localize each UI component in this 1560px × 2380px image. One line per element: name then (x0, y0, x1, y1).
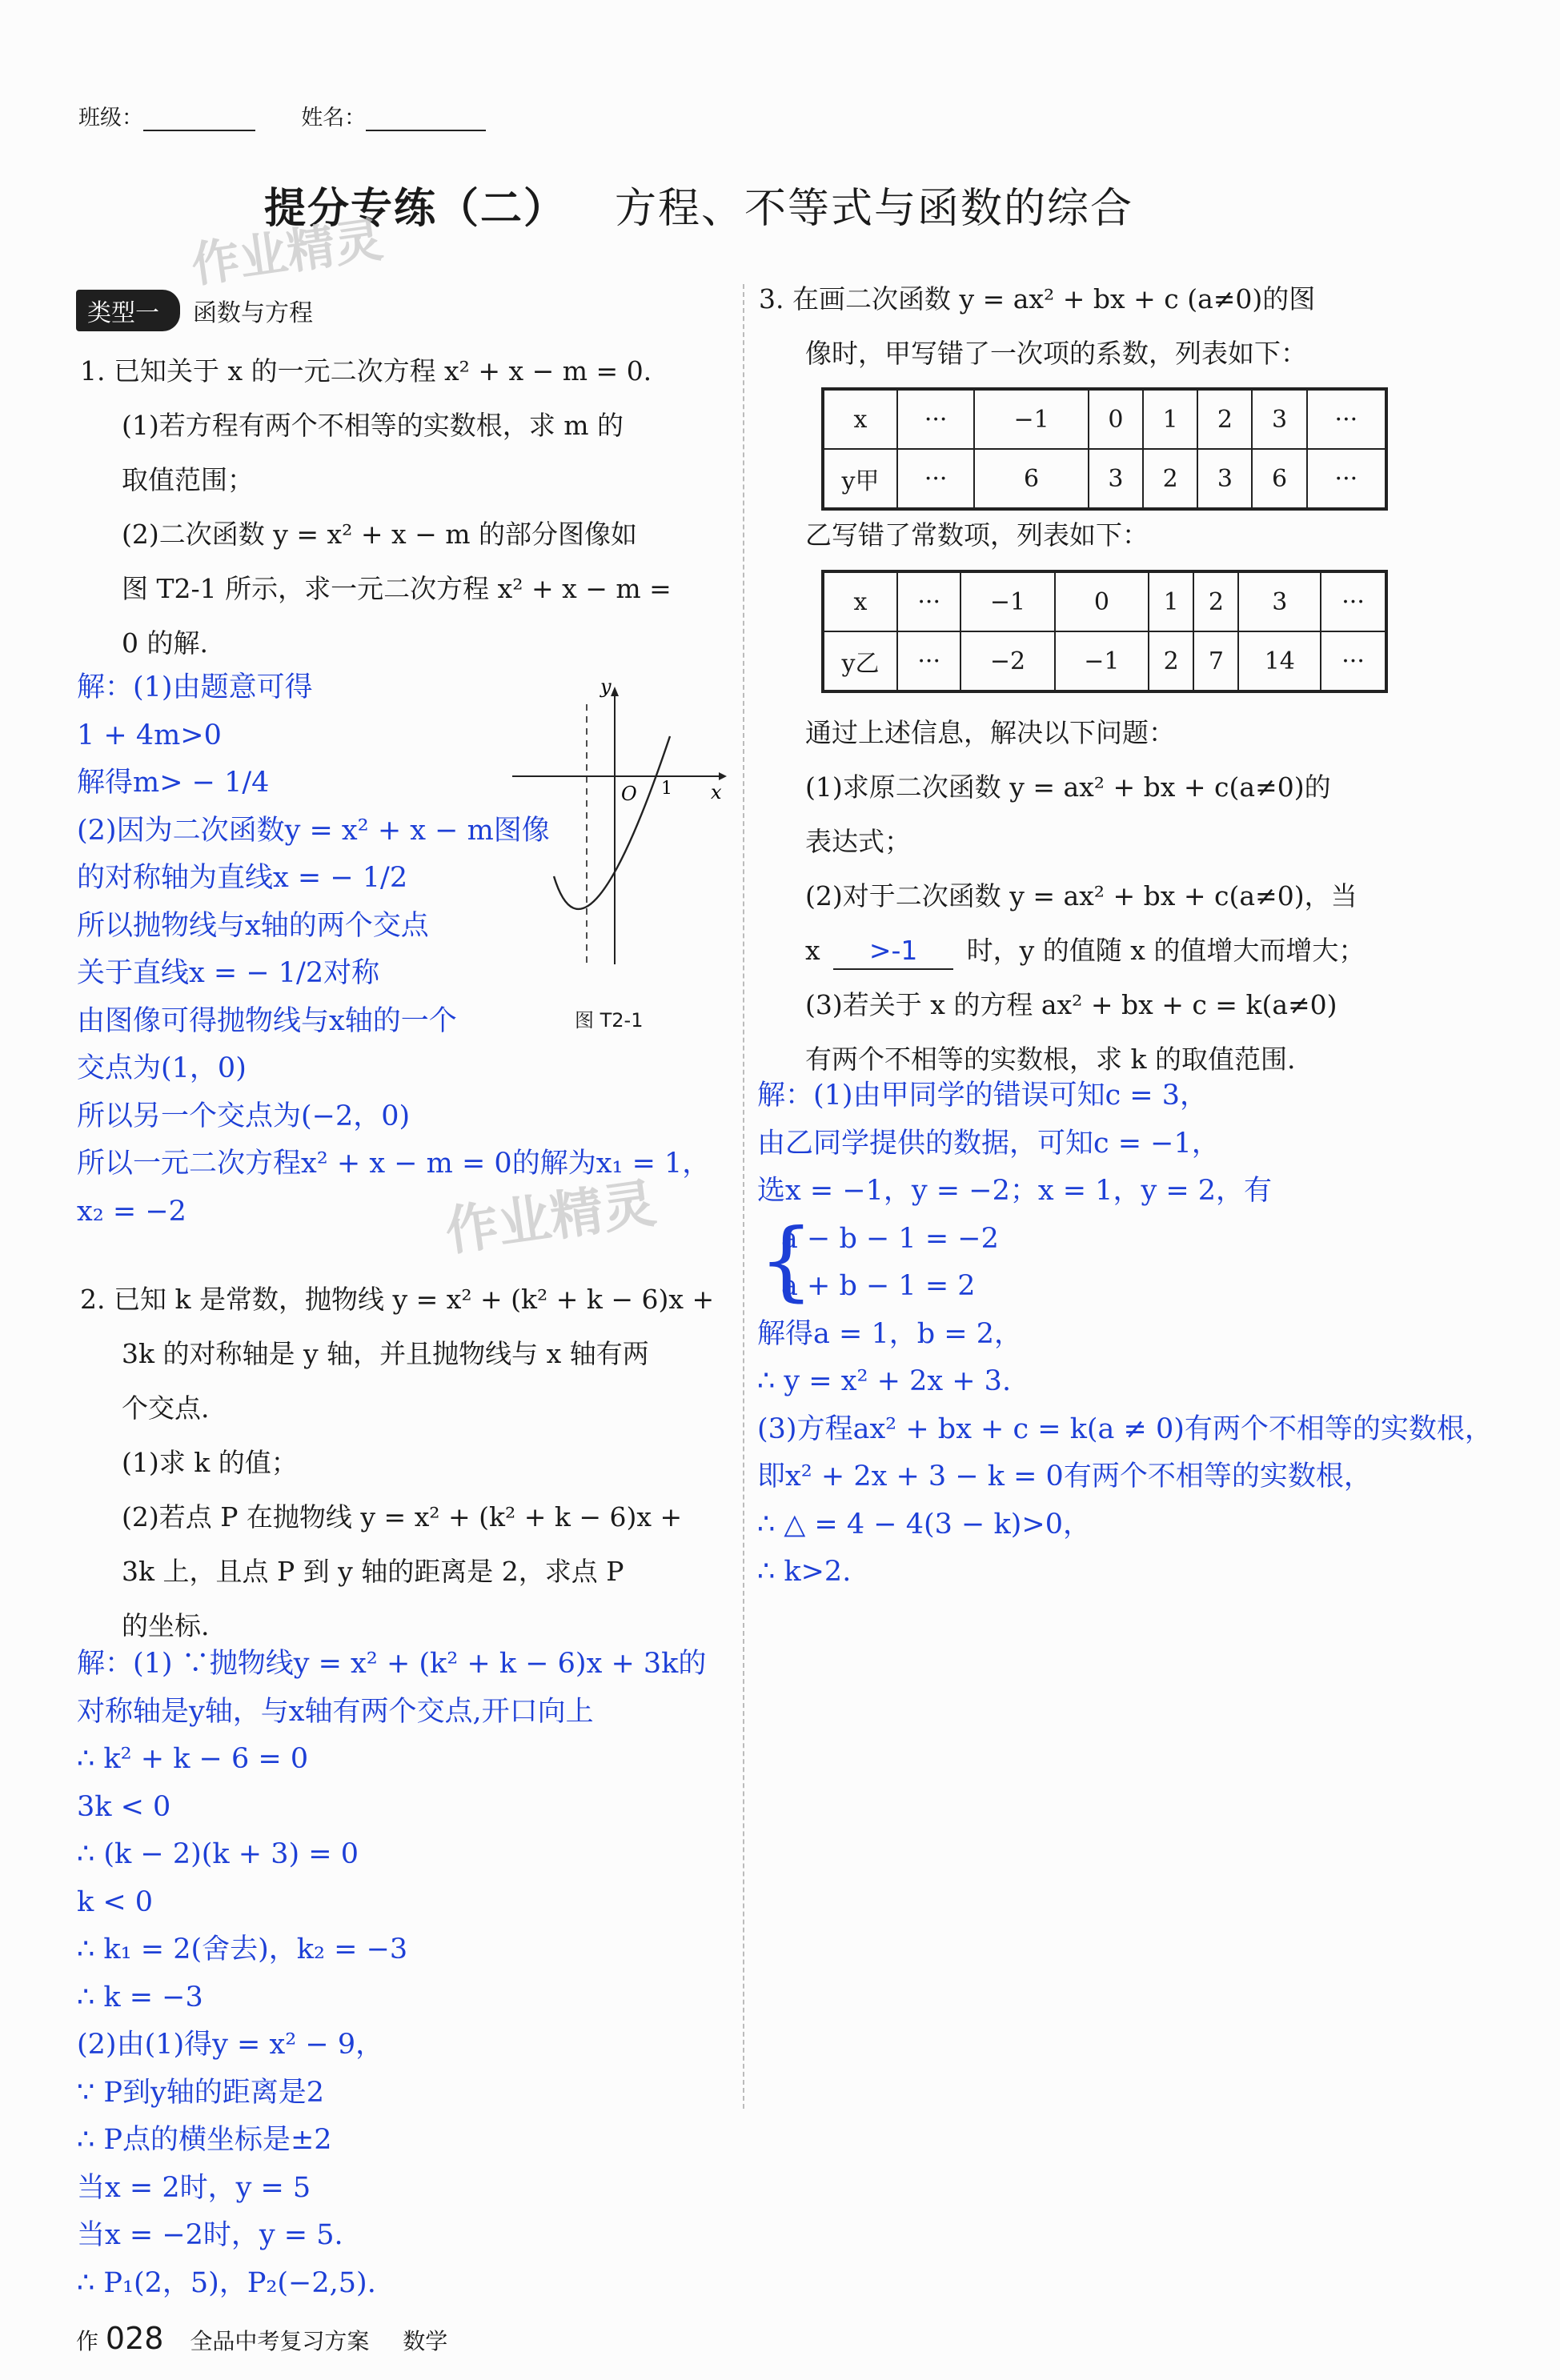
q3-answer-blank[interactable]: >-1 (833, 933, 953, 970)
table-cell: −2 (960, 631, 1054, 691)
q3-line-blank (805, 924, 1510, 978)
page-footer (76, 2321, 447, 2356)
answer-line: ∵ P到y轴的距离是2 (77, 2076, 324, 2109)
table-cell: 6 (974, 449, 1088, 509)
table-cell: y甲 (823, 449, 897, 509)
q3-answer (757, 1072, 1558, 1597)
answer-line: ∴ P点的横坐标是±2 (77, 2124, 332, 2156)
page-title (264, 174, 1133, 234)
q1-line: 取值范围； (122, 464, 254, 495)
y-label: y (600, 680, 612, 698)
table-cell: 1 (1143, 389, 1197, 449)
answer-line: ∴ k = −3 (77, 1981, 203, 2013)
q3-line: 有两个不相等的实数根，求 k 的取值范围. (805, 1044, 1296, 1075)
q3-line: 表达式； (805, 826, 911, 857)
name-blank[interactable] (366, 109, 486, 131)
section-header (76, 290, 313, 331)
q1-line: 1. 已知关于 x 的一元二次方程 x² + x − m = 0. (80, 355, 652, 387)
q1-answer (77, 664, 765, 1236)
answer-line: ∴ P₁(2，5)，P₂(−2,5). (77, 2266, 376, 2299)
q2-answer (77, 1641, 741, 2307)
answer-line: ∴ k₁ = 2(舍去)，k₂ = −3 (77, 1933, 408, 1965)
q3-between-text: 乙写错了常数项，列表如下： (805, 519, 1149, 551)
q3-line-end: 时，y 的值随 x 的值增大而增大； (966, 935, 1366, 966)
table-cell: 3 (1238, 571, 1321, 631)
answer-line: 选x = −1，y = −2；x = 1，y = 2，有 (757, 1175, 1273, 1207)
table-row (823, 449, 1386, 509)
answer-line: 由乙同学提供的数据，可知c = −1， (757, 1127, 1220, 1160)
answer-line: 的对称轴为直线x = − 1/2 (77, 862, 408, 894)
answer-line: a + b − 1 = 2 (781, 1270, 976, 1302)
footer-prefix: 作 (76, 2328, 99, 2354)
answer-line: (3)方程ax² + bx + c = k(a ≠ 0)有两个不相等的实数根， (757, 1412, 1493, 1445)
answer-line: k < 0 (77, 1885, 154, 1918)
answer-line: 对称轴是y轴，与x轴有两个交点,开口向上 (77, 1695, 594, 1728)
q2-line: (1)求 k 的值； (122, 1447, 298, 1478)
q2-line: 3k 上，且点 P 到 y 轴的距离是 2，求点 P (122, 1556, 624, 1587)
table-cell: 2 (1197, 389, 1252, 449)
answer-line: 解得m> − 1/4 (77, 767, 270, 799)
q3-line: 通过上述信息，解决以下问题： (805, 717, 1175, 748)
tick-one-label: 1 (661, 779, 672, 799)
table-jia (821, 387, 1388, 511)
table-cell: 2 (1193, 571, 1238, 631)
table-cell: ··· (1321, 571, 1386, 631)
table-row (823, 389, 1386, 449)
table-cell: ··· (897, 631, 960, 691)
answer-line: 关于直线x = − 1/2对称 (77, 957, 380, 989)
question-3 (759, 272, 1447, 381)
answer-line: 交点为(1，0) (77, 1052, 247, 1084)
name-label: 姓名： (301, 106, 367, 130)
title-sub: 方程、不等式与函数的综合 (615, 185, 1134, 233)
table-row (823, 631, 1386, 691)
q2-line: 的坐标. (122, 1610, 210, 1641)
answer-line: 3k < 0 (77, 1790, 171, 1823)
equation-system (757, 1210, 1558, 1311)
title-main: 提分专练（二） (264, 185, 567, 233)
q1-line: 0 的解. (122, 627, 208, 659)
answer-line: ∴ △ = 4 − 4(3 − k)>0， (757, 1508, 1091, 1541)
answer-line: 1 + 4m>0 (77, 719, 222, 751)
q3-line: (1)求原二次函数 y = ax² + bx + c(a≠0)的 (805, 771, 1331, 803)
table-cell: 7 (1193, 631, 1238, 691)
q2-line: 3k 的对称轴是 y 轴，并且抛物线与 x 轴有两 (122, 1338, 649, 1369)
answer-line: 解：(1) ∵抛物线y = x² + (k² + k − 6)x + 3k的 (77, 1648, 707, 1680)
book-name: 全品中考复习方案 (190, 2328, 370, 2354)
student-info-header (78, 100, 486, 131)
answer-line: (2)由(1)得y = x² − 9， (77, 2029, 384, 2061)
answer-line: 即x² + 2x + 3 − k = 0有两个不相等的实数根， (757, 1460, 1372, 1493)
table-cell: 2 (1143, 449, 1197, 509)
answer-line: a − b − 1 = −2 (781, 1222, 999, 1255)
table-cell: 3 (1089, 449, 1143, 509)
answer-line: 解：(1)由甲同学的错误可知c = 3， (757, 1080, 1209, 1112)
q3-line-start: x (805, 935, 820, 966)
origin-label: O (621, 783, 637, 805)
answer-line: 解：(1)由题意可得 (77, 671, 313, 703)
answer-line: 所以抛物线与x轴的两个交点 (77, 909, 429, 942)
table-cell: ··· (897, 571, 960, 631)
answer-line: 由图像可得抛物线与x轴的一个 (77, 1004, 457, 1037)
class-blank[interactable] (143, 109, 255, 131)
watermark: 作业精灵 (441, 1172, 660, 1263)
table-cell: −1 (960, 571, 1054, 631)
q3-subquestions (805, 706, 1510, 1087)
subject-name: 数学 (403, 2328, 448, 2354)
table-cell: 0 (1055, 571, 1149, 631)
table-cell: 6 (1252, 449, 1306, 509)
table-cell: −1 (1055, 631, 1149, 691)
section-tag: 类型一 (76, 290, 180, 331)
brace-symbol: { (759, 1210, 814, 1311)
answer-line: ∴ k>2. (757, 1556, 852, 1588)
table-cell: ··· (897, 389, 974, 449)
table-row (823, 571, 1386, 631)
answer-line: 解得a = 1，b = 2， (757, 1317, 1022, 1350)
q1-line: (1)若方程有两个不相等的实数根，求 m 的 (122, 410, 624, 441)
q2-line: 2. 已知 k 是常数，抛物线 y = x² + (k² + k − 6)x + (80, 1284, 715, 1315)
question-2 (80, 1272, 728, 1653)
table-cell: ··· (897, 449, 974, 509)
q2-line: 个交点. (122, 1392, 210, 1424)
answer-line: ∴ (k − 2)(k + 3) = 0 (77, 1838, 359, 1870)
x-label: x (711, 781, 722, 803)
watermark: 作业精灵 (187, 211, 387, 294)
answer-line: ∴ k² + k − 6 = 0 (77, 1743, 309, 1775)
class-label: 班级： (78, 106, 143, 130)
q2-line: (2)若点 P 在抛物线 y = x² + (k² + k − 6)x + (122, 1501, 683, 1533)
q3-line: 3. 在画二次函数 y = ax² + bx + c (a≠0)的图 (759, 283, 1316, 315)
page-number: 028 (105, 2321, 164, 2356)
table-yi (821, 570, 1388, 693)
question-1 (80, 344, 720, 671)
q3-line: 像时，甲写错了一次项的系数，列表如下： (805, 338, 1307, 369)
answer-line: 所以一元二次方程x² + x − m = 0的解为x₁ = 1， (77, 1148, 711, 1180)
table-cell: y乙 (823, 631, 897, 691)
answer-line: (2)因为二次函数y = x² + x − m图像 (77, 814, 550, 847)
table-cell: 0 (1089, 389, 1143, 449)
table-cell: x (823, 389, 897, 449)
table-cell: 1 (1149, 571, 1193, 631)
answer-line: ∴ y = x² + 2x + 3. (757, 1365, 1012, 1397)
table-cell: ··· (1307, 449, 1386, 509)
table-cell: 14 (1238, 631, 1321, 691)
table-cell: −1 (974, 389, 1088, 449)
answer-line: 当x = 2时，y = 5 (77, 2171, 311, 2204)
q1-line: (2)二次函数 y = x² + x − m 的部分图像如 (122, 519, 637, 550)
q3-line: (2)对于二次函数 y = ax² + bx + c(a≠0)，当 (805, 880, 1357, 912)
answer-line: 所以另一个交点为(−2，0) (77, 1100, 411, 1132)
table-cell: 3 (1252, 389, 1306, 449)
table-cell: ··· (1321, 631, 1386, 691)
q3-line: (3)若关于 x 的方程 ax² + bx + c = k(a≠0) (805, 989, 1337, 1020)
q1-line: 图 T2-1 所示，求一元二次方程 x² + x − m = (122, 573, 672, 604)
answer-line: x₂ = −2 (77, 1195, 186, 1228)
answer-line: 当x = −2时，y = 5. (77, 2219, 343, 2251)
table-cell: ··· (1307, 389, 1386, 449)
figure-caption: 图 T2-1 (575, 1009, 644, 1032)
table-cell: 3 (1197, 449, 1252, 509)
table-cell: x (823, 571, 897, 631)
section-label: 函数与方程 (193, 299, 313, 327)
table-cell: 2 (1149, 631, 1193, 691)
